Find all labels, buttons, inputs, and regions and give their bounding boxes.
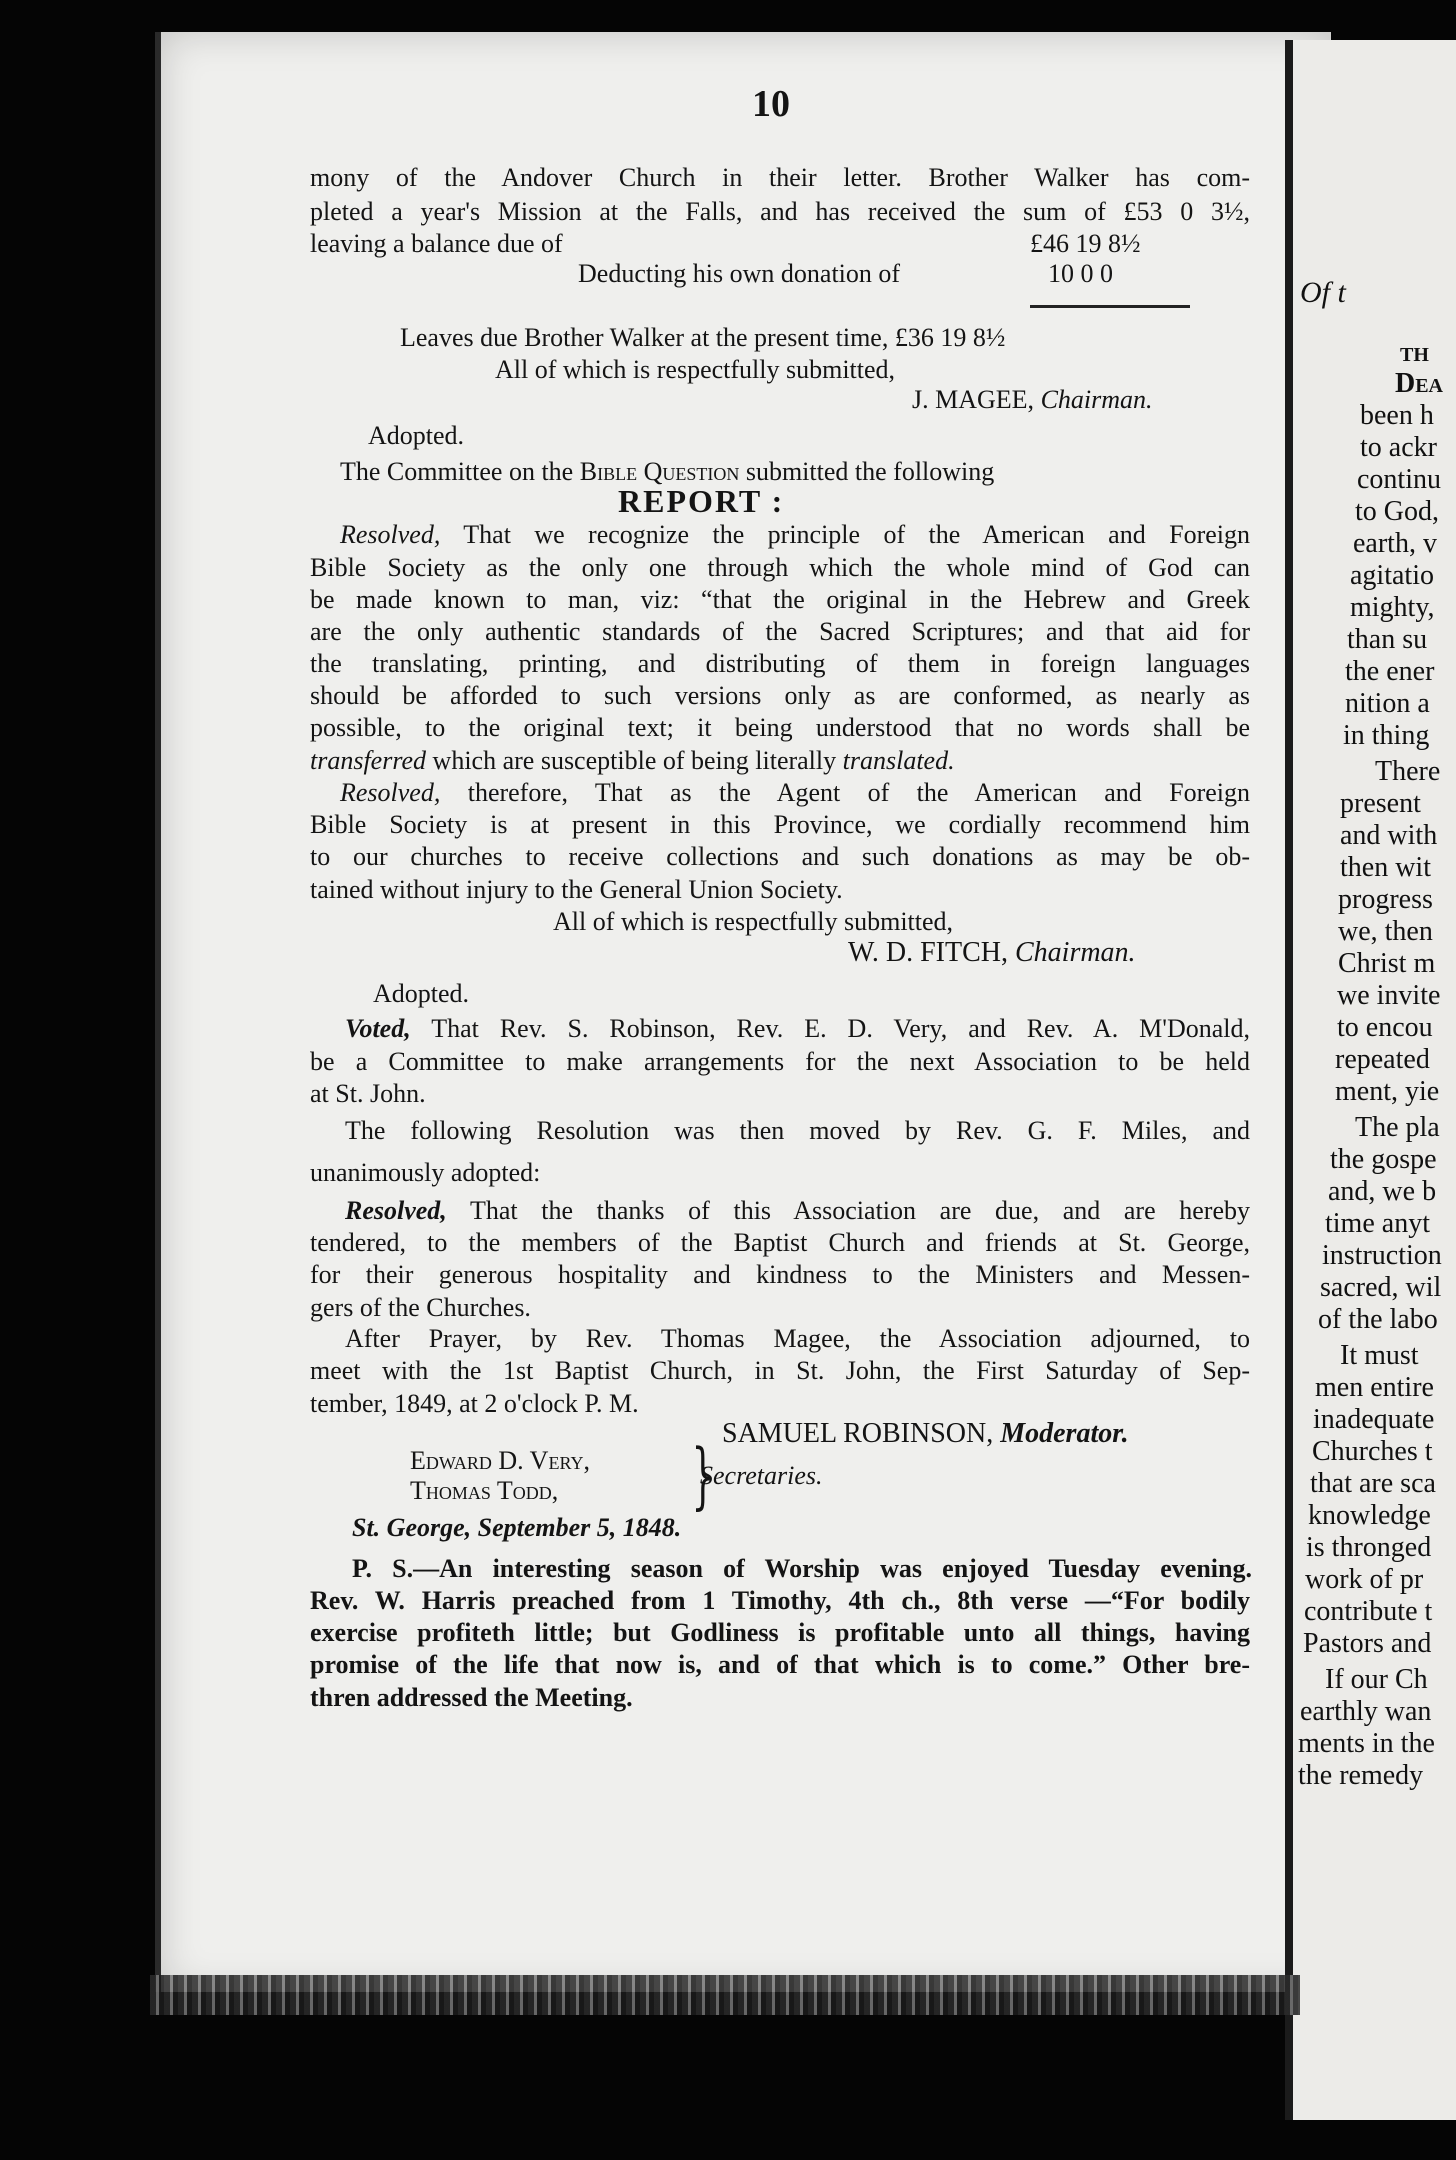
right-page-line: Churches t <box>1312 1436 1433 1467</box>
right-page-line: the ener <box>1345 656 1435 687</box>
right-page-line: mighty, <box>1350 592 1435 623</box>
text-line: possible, to the original text; it being understood that no words shall be <box>310 713 1250 742</box>
text-line: Deducting his own donation of <box>578 259 901 288</box>
right-page-line: that are sca <box>1310 1468 1436 1499</box>
right-page-line: inadequate <box>1313 1404 1435 1435</box>
text-line: tained without injury to the General Union Society. <box>310 875 843 904</box>
text-line: promise of the life that now is, and of that which is to come.” Other bre- <box>310 1650 1250 1679</box>
text-line: Resolved, therefore, That as the Agent of the American and Foreign <box>340 778 1250 807</box>
text-line: at St. John. <box>310 1079 426 1108</box>
text-line: exercise profiteth little; but Godliness is profitable unto all things, having <box>310 1618 1250 1647</box>
right-page-line: present <box>1340 788 1421 819</box>
text-line: The Committee on the Bible Question submitted the following <box>340 457 995 486</box>
right-page-line: sacred, wil <box>1320 1272 1442 1303</box>
right-page-line: to ackr <box>1360 432 1437 463</box>
secretaries-label: Secretaries. <box>700 1461 823 1490</box>
right-page-line: and with <box>1340 820 1438 851</box>
amount: 10 0 0 <box>1048 259 1113 288</box>
right-page-line: There <box>1375 756 1441 787</box>
amount: £46 19 8½ <box>1030 229 1141 258</box>
text-line: Adopted. <box>373 979 470 1008</box>
right-page-line: Of t <box>1300 276 1346 309</box>
text-line: unanimously adopted: <box>310 1158 541 1187</box>
right-page-line: ments in the <box>1298 1728 1435 1759</box>
right-page-line: Pastors and <box>1303 1628 1432 1659</box>
right-page-line: then wit <box>1340 852 1431 883</box>
right-page-line: we, then <box>1338 916 1433 947</box>
text-line: pleted a year's Mission at the Falls, and has received the sum of £53 0 3½, <box>310 197 1250 226</box>
signature: J. MAGEE, Chairman. <box>912 385 1153 414</box>
text-line: the translating, printing, and distributing of them in foreign languages <box>310 649 1250 678</box>
right-page-line: The pla <box>1355 1112 1440 1143</box>
text-line: Voted, That Rev. S. Robinson, Rev. E. D. Very, and Rev. A. M'Donald, <box>345 1014 1250 1043</box>
right-page-line: knowledge <box>1308 1500 1431 1531</box>
secretary-name: Edward D. Very, <box>410 1446 590 1475</box>
right-page-line: ment, yie <box>1335 1076 1440 1107</box>
right-page-line: work of pr <box>1305 1564 1424 1595</box>
text-line: Rev. W. Harris preached from 1 Timothy, 4th ch., 8th verse —“For bodily <box>310 1586 1250 1615</box>
report-heading: REPORT : <box>618 483 785 519</box>
right-page-line: progress <box>1338 884 1433 915</box>
right-page-line: TH <box>1400 344 1429 366</box>
text-line: Adopted. <box>368 421 465 450</box>
right-page-line: in thing <box>1343 720 1430 751</box>
text-line: Leaves due Brother Walker at the present time, £36 19 8½ <box>400 323 1006 352</box>
secretary-name: Thomas Todd, <box>410 1476 559 1505</box>
text-line: Bible Society as the only one through which the whole mind of God can <box>310 553 1250 582</box>
right-page-line: and, we b <box>1328 1176 1437 1207</box>
right-page-line: than su <box>1347 624 1428 655</box>
place-date: St. George, September 5, 1848. <box>352 1513 682 1542</box>
text-line: thren addressed the Meeting. <box>310 1683 633 1712</box>
text-line: After Prayer, by Rev. Thomas Magee, the Association adjourned, to <box>345 1324 1250 1353</box>
right-page-line: earth, v <box>1353 528 1437 559</box>
text-line: gers of the Churches. <box>310 1293 531 1322</box>
text-line: meet with the 1st Baptist Church, in St. John, the First Saturday of Sep- <box>310 1356 1250 1385</box>
right-page-line: to God, <box>1355 496 1439 527</box>
signature: SAMUEL ROBINSON, Moderator. <box>722 1418 1129 1449</box>
right-page-line: repeated <box>1335 1044 1430 1075</box>
right-page-line: the gospe <box>1330 1144 1437 1175</box>
page-edge <box>150 1975 1300 2015</box>
right-page-line: nition a <box>1345 688 1430 719</box>
brace: } <box>691 1433 715 1517</box>
right-page-line: If our Ch <box>1325 1664 1428 1695</box>
text-line: Resolved, That we recognize the principle of the American and Foreign <box>340 520 1250 549</box>
right-page-line: It must <box>1340 1340 1419 1371</box>
text-line: transferred which are susceptible of being literally translated. <box>310 746 955 775</box>
text-line: mony of the Andover Church in their letter. Brother Walker has com- <box>310 163 1250 192</box>
text-line: The following Resolution was then moved by Rev. G. F. Miles, and <box>345 1116 1250 1145</box>
sum-rule <box>1030 305 1190 308</box>
text-line: leaving a balance due of <box>310 229 563 258</box>
signature: W. D. FITCH, Chairman. <box>848 937 1136 968</box>
right-page-line: Christ m <box>1338 948 1436 979</box>
text-line: All of which is respectfully submitted, <box>495 355 896 384</box>
text-line: be a Committee to make arrangements for the next Association to be held <box>310 1047 1250 1076</box>
text-line: tember, 1849, at 2 o'clock P. M. <box>310 1389 639 1418</box>
right-page-line: we invite <box>1337 980 1441 1011</box>
right-page-line: is thronged <box>1306 1532 1432 1563</box>
right-page-line: earthly wan <box>1300 1696 1432 1727</box>
text-line: Bible Society is at present in this Province, we cordially recommend him <box>310 810 1250 839</box>
text-line: be made known to man, viz: “that the original in the Hebrew and Greek <box>310 585 1250 614</box>
page-number: 10 <box>752 83 790 125</box>
right-page-line: continu <box>1357 464 1441 495</box>
right-page-line: the remedy <box>1298 1760 1424 1791</box>
text-line: Resolved, That the thanks of this Association are due, and are hereby <box>345 1196 1250 1225</box>
text-line: P. S.—An interesting season of Worship was enjoyed Tuesday evening. <box>352 1554 1252 1583</box>
right-page-line: time anyt <box>1325 1208 1430 1239</box>
text-line: for their generous hospitality and kindness to the Ministers and Messen- <box>310 1260 1250 1289</box>
text-line: are the only authentic standards of the Sacred Scriptures; and that aid for <box>310 617 1250 646</box>
text-line: to our churches to receive collections and such donations as may be ob- <box>310 842 1250 871</box>
right-page-line: contribute t <box>1304 1596 1433 1627</box>
right-page-line: Dea <box>1395 368 1444 399</box>
text-line: tendered, to the members of the Baptist Church and friends at St. George, <box>310 1228 1250 1257</box>
text-line: All of which is respectfully submitted, <box>553 907 954 936</box>
right-page-line: of the labo <box>1318 1304 1438 1335</box>
right-page-line: instruction <box>1322 1240 1442 1271</box>
right-page-line: agitatio <box>1350 560 1434 591</box>
right-page-line: to encou <box>1337 1012 1433 1043</box>
right-page-line: men entire <box>1315 1372 1434 1403</box>
right-page-line: been h <box>1360 400 1434 431</box>
text-line: should be afforded to such versions only as are conformed, as nearly as <box>310 681 1250 710</box>
